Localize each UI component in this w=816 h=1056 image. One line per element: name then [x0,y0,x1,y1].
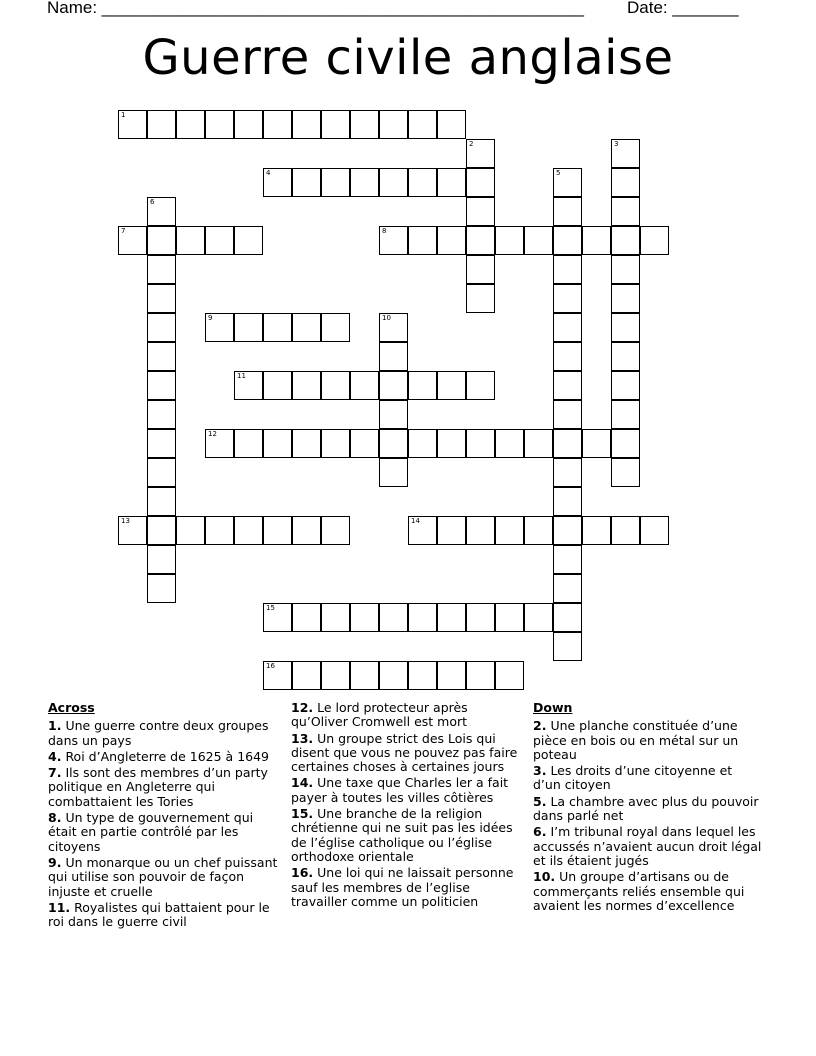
crossword-cell[interactable] [437,110,466,139]
crossword-cell[interactable] [118,226,147,255]
across-clues-column-2 [291,701,521,911]
crossword-cell[interactable] [379,661,408,690]
crossword-cell[interactable] [350,110,379,139]
clue-across-13: 13. Un groupe strict des Lois qui disent que vous ne pouvez pas faire certaines choses à certaines jours [291,730,518,775]
crossword-cell[interactable] [611,400,640,429]
crossword-cell[interactable] [466,197,495,226]
crossword-cell[interactable] [495,516,524,545]
crossword-cell[interactable] [553,487,582,516]
crossword-cell[interactable] [408,516,437,545]
crossword-cell[interactable] [379,458,408,487]
crossword-cell[interactable] [379,226,408,255]
crossword-cell[interactable] [205,226,234,255]
crossword-cell[interactable] [524,603,553,632]
crossword-cell[interactable] [263,168,292,197]
crossword-cell[interactable] [553,632,582,661]
crossword-cell[interactable] [292,313,321,342]
crossword-cell[interactable] [553,313,582,342]
crossword-cell[interactable] [379,110,408,139]
crossword-cell[interactable] [437,371,466,400]
clue-number: 6 [150,198,155,206]
clue-across-4: 4. Roi d’Angleterre de 1625 à 1649 [48,748,270,764]
crossword-cell[interactable] [234,313,263,342]
down-heading: Down [533,700,573,715]
clue-across-15: 15. Une branche de la religion chrétienne qui ne suit pas les idées de l’église catholique ou l’église orthodoxe orientale [291,806,513,864]
crossword-cell[interactable] [321,603,350,632]
crossword-cell[interactable] [408,661,437,690]
crossword-cell[interactable] [437,603,466,632]
crossword-cell[interactable] [611,168,640,197]
crossword-cell[interactable] [118,110,147,139]
crossword-cell[interactable] [437,226,466,255]
crossword-cell[interactable] [350,429,379,458]
clue-down-10: 10. Un groupe d’artisans ou de commerçants reliés ensemble qui avaient les normes d’excellence [533,869,745,913]
clue-number: 2 [469,140,474,148]
crossword-cell[interactable] [553,197,582,226]
crossword-cell[interactable] [553,458,582,487]
crossword-cell[interactable] [553,516,582,545]
crossword-cell[interactable] [263,661,292,690]
clue-number: 16 [266,662,275,670]
crossword-cell[interactable] [292,110,321,139]
crossword-cell[interactable] [495,429,524,458]
clue-number: 15 [266,604,275,612]
crossword-cell[interactable] [466,139,495,168]
crossword-cell[interactable] [524,226,553,255]
crossword-cell[interactable] [408,603,437,632]
crossword-cell[interactable] [147,458,176,487]
crossword-cell[interactable] [466,255,495,284]
crossword-cell[interactable] [176,226,205,255]
crossword-cell[interactable] [263,110,292,139]
crossword-cell[interactable] [495,603,524,632]
crossword-cell[interactable] [147,574,176,603]
crossword-cell[interactable] [611,429,640,458]
crossword-cell[interactable] [553,226,582,255]
crossword-cell[interactable] [408,110,437,139]
crossword-cell[interactable] [582,516,611,545]
clue-number: 14 [411,517,420,525]
crossword-cell[interactable] [147,400,176,429]
crossword-cell[interactable] [553,342,582,371]
crossword-cell[interactable] [350,603,379,632]
crossword-cell[interactable] [379,603,408,632]
crossword-cell[interactable] [553,545,582,574]
clue-number: 1 [121,111,126,119]
clue-across-12: 12. Le lord protecteur après qu’Oliver Cromwell est mort [291,700,468,730]
crossword-cell[interactable] [379,400,408,429]
crossword-cell[interactable] [234,371,263,400]
clue-down-6: 6. I’m tribunal royal dans lequel les accussés n’avaient aucun droit légal et ils étaient jugés [533,824,762,868]
crossword-cell[interactable] [611,313,640,342]
crossword-cell[interactable] [292,168,321,197]
clue-number: 11 [237,372,246,380]
crossword-cell[interactable] [611,226,640,255]
crossword-cell[interactable] [408,429,437,458]
crossword-cell[interactable] [582,429,611,458]
across-clues-column [48,701,278,931]
crossword-cell[interactable] [292,371,321,400]
crossword-cell[interactable] [176,110,205,139]
clue-down-5: 5. La chambre avec plus du pouvoir dans parlé net [533,793,759,824]
crossword-cell[interactable] [611,458,640,487]
crossword-cell[interactable] [147,197,176,226]
crossword-cell[interactable] [466,516,495,545]
crossword-cell[interactable] [350,661,379,690]
crossword-cell[interactable] [147,342,176,371]
crossword-cell[interactable] [466,168,495,197]
crossword-cell[interactable] [524,516,553,545]
crossword-cell[interactable] [466,603,495,632]
crossword-cell[interactable] [408,226,437,255]
crossword-cell[interactable] [147,313,176,342]
clue-across-14: 14. Une taxe que Charles ler a fait payer à toutes les villes côtières [291,775,509,805]
crossword-cell[interactable] [379,168,408,197]
crossword-cell[interactable] [408,371,437,400]
clue-down-2: 2. Une planche constituée d’une pièce en bois ou en métal sur un poteau [533,718,739,762]
crossword-cell[interactable] [553,371,582,400]
crossword-cell[interactable] [234,516,263,545]
crossword-cell[interactable] [263,516,292,545]
crossword-cell[interactable] [611,197,640,226]
crossword-cell[interactable] [205,110,234,139]
crossword-cell[interactable] [321,313,350,342]
crossword-cell[interactable] [292,429,321,458]
crossword-cell[interactable] [263,313,292,342]
crossword-cell[interactable] [147,487,176,516]
clue-down-3: 3. Les droits d’une citoyenne et d’un citoyen [533,763,733,793]
crossword-cell[interactable] [582,226,611,255]
crossword-cell[interactable] [379,313,408,342]
crossword-cell[interactable] [205,313,234,342]
crossword-cell[interactable] [640,226,669,255]
crossword-cell[interactable] [611,516,640,545]
down-clues-column [533,701,763,915]
crossword-cell[interactable] [553,603,582,632]
crossword-cell[interactable] [234,226,263,255]
crossword-cell[interactable] [321,516,350,545]
clue-across-8: 8. Un type de gouvernement qui était en partie contrôlé par les citoyens [48,810,254,854]
crossword-cell[interactable] [292,661,321,690]
crossword-cell[interactable] [553,400,582,429]
crossword-cell[interactable] [147,545,176,574]
crossword-cell[interactable] [553,574,582,603]
crossword-cell[interactable] [466,284,495,313]
clue-number: 5 [556,169,561,177]
crossword-cell[interactable] [437,516,466,545]
crossword-cell[interactable] [495,661,524,690]
clue-number: 7 [121,227,126,235]
crossword-cell[interactable] [408,168,437,197]
crossword-cell[interactable] [147,255,176,284]
crossword-cell[interactable] [437,168,466,197]
clue-number: 9 [208,314,213,322]
crossword-cell[interactable] [118,516,147,545]
clue-across-9: 9. Un monarque ou un chef puissant qui utilise son pouvoir de façon injuste et cruelle [48,854,278,899]
crossword-cell[interactable] [611,139,640,168]
crossword-cell[interactable] [466,226,495,255]
crossword-cell[interactable] [379,371,408,400]
crossword-cell[interactable] [147,371,176,400]
crossword-cell[interactable] [553,168,582,197]
crossword-cell[interactable] [437,661,466,690]
clue-number: 12 [208,430,217,438]
clue-number: 3 [614,140,619,148]
clue-number: 8 [382,227,387,235]
crossword-cell[interactable] [292,603,321,632]
crossword-cell[interactable] [466,429,495,458]
crossword-cell[interactable] [321,110,350,139]
clue-number: 4 [266,169,271,177]
crossword-cell[interactable] [640,516,669,545]
crossword-cell[interactable] [147,226,176,255]
clue-number: 13 [121,517,130,525]
crossword-cell[interactable] [379,342,408,371]
crossword-cell[interactable] [176,516,205,545]
clue-across-16: 16. Une loi qui ne laissait personne sauf les membres de l’eglise travailler comme un politicien [291,865,514,909]
crossword-cell[interactable] [321,661,350,690]
crossword-cell[interactable] [553,284,582,313]
clue-across-1: 1. Une guerre contre deux groupes dans un pays [48,718,269,748]
across-heading: Across [48,700,95,715]
crossword-cell[interactable] [263,603,292,632]
crossword-cell[interactable] [234,110,263,139]
crossword-cell[interactable] [234,429,263,458]
crossword-cell[interactable] [611,284,640,313]
crossword-cell[interactable] [350,168,379,197]
page-title: Guerre civile anglaise [142,30,674,86]
date-field-line: Date: _______ [627,0,739,17]
clue-across-7: 7. Ils sont des membres d’un party politique en Angleterre qui combattaient les Tories [48,765,268,809]
crossword-cell[interactable] [147,516,176,545]
crossword-cell[interactable] [495,226,524,255]
crossword-cell[interactable] [553,255,582,284]
crossword-cell[interactable] [466,371,495,400]
crossword-cell[interactable] [379,429,408,458]
crossword-cell[interactable] [292,516,321,545]
crossword-cell[interactable] [205,429,234,458]
crossword-cell[interactable] [263,429,292,458]
crossword-cell[interactable] [350,371,379,400]
crossword-cell[interactable] [321,168,350,197]
crossword-cell[interactable] [611,371,640,400]
crossword-cell[interactable] [437,429,466,458]
clue-across-11: 11. Royalistes qui battaient pour le roi dans le guerre civil [48,899,270,930]
crossword-cell[interactable] [263,371,292,400]
crossword-cell[interactable] [321,429,350,458]
crossword-cell[interactable] [147,110,176,139]
crossword-cell[interactable] [524,429,553,458]
name-field-line: Name: ___________________________________________________ [47,0,584,17]
clue-number: 10 [382,314,391,322]
crossword-cell[interactable] [147,429,176,458]
crossword-cell[interactable] [611,342,640,371]
crossword-cell[interactable] [147,284,176,313]
crossword-cell[interactable] [321,371,350,400]
crossword-cell[interactable] [466,661,495,690]
crossword-cell[interactable] [205,516,234,545]
crossword-cell[interactable] [553,429,582,458]
crossword-cell[interactable] [611,255,640,284]
